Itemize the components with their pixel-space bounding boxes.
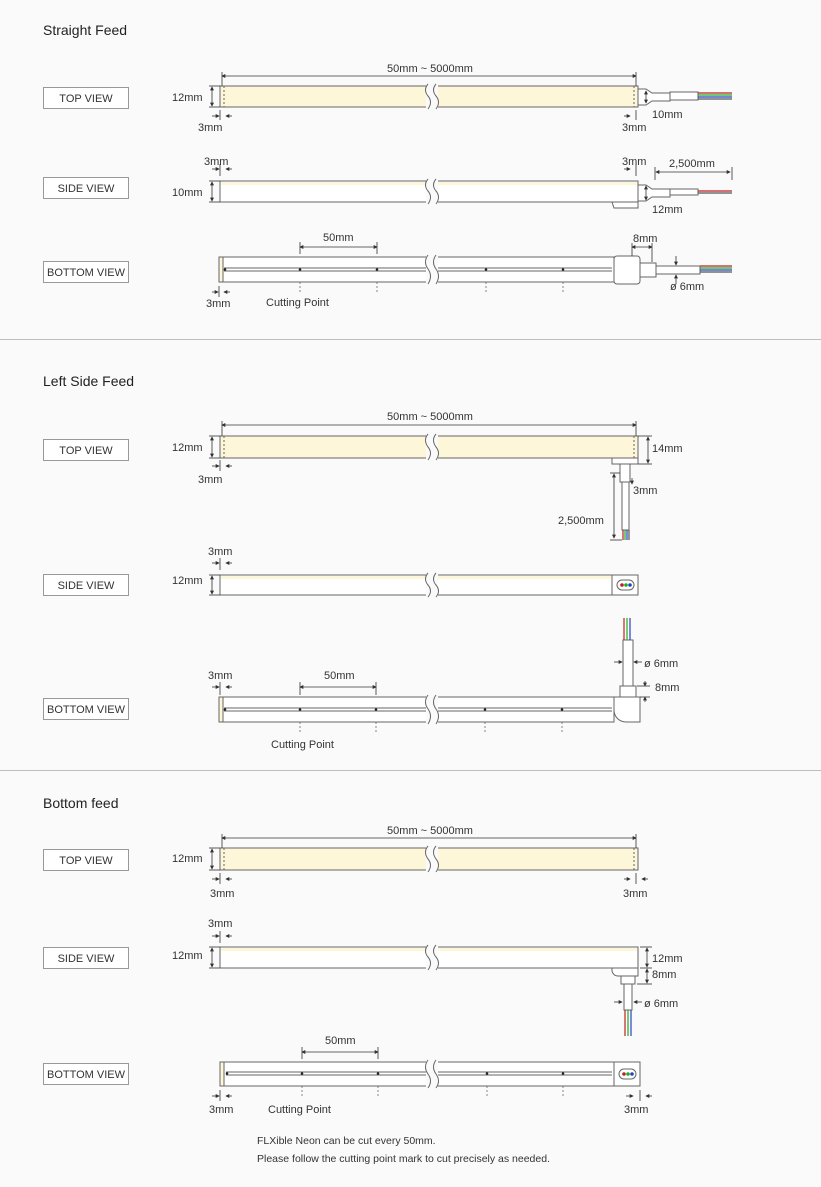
- dim-margin: 3mm: [623, 888, 648, 900]
- dim-length: 50mm ~ 5000mm: [387, 63, 473, 75]
- dim-height: 12mm: [652, 953, 683, 965]
- view-label-side: SIDE VIEW: [43, 947, 129, 969]
- dim-length: 50mm ~ 5000mm: [387, 825, 473, 837]
- bottomfeed-bottom-strip: [220, 1060, 640, 1098]
- dim-margin: 3mm: [209, 1104, 234, 1116]
- dim-width: 12mm: [172, 442, 203, 454]
- dim-pitch: 50mm: [323, 232, 354, 244]
- view-label-bottom: BOTTOM VIEW: [43, 1063, 129, 1085]
- dim-margin: 3mm: [210, 888, 235, 900]
- bottomfeed-side-strip: [220, 945, 638, 1036]
- left-top-cable: [620, 464, 630, 540]
- dim-connector: 14mm: [652, 443, 683, 455]
- left-top-strip: [220, 434, 638, 464]
- dim-margin: 3mm: [622, 156, 647, 168]
- view-label-bottom: BOTTOM VIEW: [43, 261, 129, 283]
- straight-side-strip: [220, 179, 638, 208]
- left-bottom-strip: [219, 695, 614, 734]
- section-title-straight-feed: Straight Feed: [43, 22, 128, 38]
- cutting-point-label: Cutting Point: [268, 1104, 331, 1116]
- dim-height: 10mm: [172, 187, 203, 199]
- dim-connector: 8mm: [652, 969, 677, 981]
- cut-note: FLXible Neon can be cut every 50mm.: [257, 1135, 436, 1147]
- dim-connector: 8mm: [633, 233, 658, 245]
- left-side-strip: [220, 573, 638, 597]
- cut-note: Please follow the cutting point mark to cut precisely as needed.: [257, 1153, 550, 1165]
- view-label-bottom: BOTTOM VIEW: [43, 698, 129, 720]
- dim-margin: 3mm: [208, 918, 233, 930]
- straight-side-connector: [638, 185, 732, 201]
- dim-margin: 3mm: [624, 1104, 649, 1116]
- dim-cable: 2,500mm: [558, 515, 604, 527]
- dim-diameter: ø 6mm: [644, 998, 679, 1010]
- section-title-left-side-feed: Left Side Feed: [43, 373, 135, 389]
- dim-height: 12mm: [172, 950, 203, 962]
- dim-connector: 8mm: [655, 682, 680, 694]
- view-label-side: SIDE VIEW: [43, 574, 129, 596]
- straight-bottom-strip: [219, 255, 614, 294]
- view-label-side: SIDE VIEW: [43, 177, 129, 199]
- view-label-top: TOP VIEW: [43, 87, 129, 109]
- dim-pitch: 50mm: [324, 670, 355, 682]
- straight-top-strip: [220, 84, 638, 109]
- dim-width: 12mm: [172, 92, 203, 104]
- dim-pitch: 50mm: [325, 1035, 356, 1047]
- dim-height: 12mm: [172, 575, 203, 587]
- cutting-point-label: Cutting Point: [271, 739, 334, 751]
- dim-margin: 3mm: [633, 485, 658, 497]
- dim-connector: 12mm: [652, 204, 683, 216]
- dim-margin: 3mm: [206, 298, 231, 310]
- straight-bottom-connector: [614, 256, 732, 284]
- section-title-bottom-feed: Bottom feed: [43, 795, 119, 811]
- bottomfeed-top-strip: [220, 846, 638, 872]
- dim-margin: 3mm: [208, 546, 233, 558]
- view-label-top: TOP VIEW: [43, 849, 129, 871]
- dim-cable: 2,500mm: [669, 158, 715, 170]
- dim-diameter: ø 6mm: [670, 281, 705, 293]
- dim-connector: 10mm: [652, 109, 683, 121]
- straight-top-connector: [638, 89, 732, 105]
- dim-length: 50mm ~ 5000mm: [387, 411, 473, 423]
- left-bottom-connector: [614, 618, 640, 722]
- dim-width: 12mm: [172, 853, 203, 865]
- dim-margin: 3mm: [622, 122, 647, 134]
- dim-diameter: ø 6mm: [644, 658, 679, 670]
- dim-margin: 3mm: [208, 670, 233, 682]
- dim-margin: 3mm: [204, 156, 229, 168]
- dim-margin: 3mm: [198, 122, 223, 134]
- cutting-point-label: Cutting Point: [266, 297, 329, 309]
- view-label-top: TOP VIEW: [43, 439, 129, 461]
- dim-margin: 3mm: [198, 474, 223, 486]
